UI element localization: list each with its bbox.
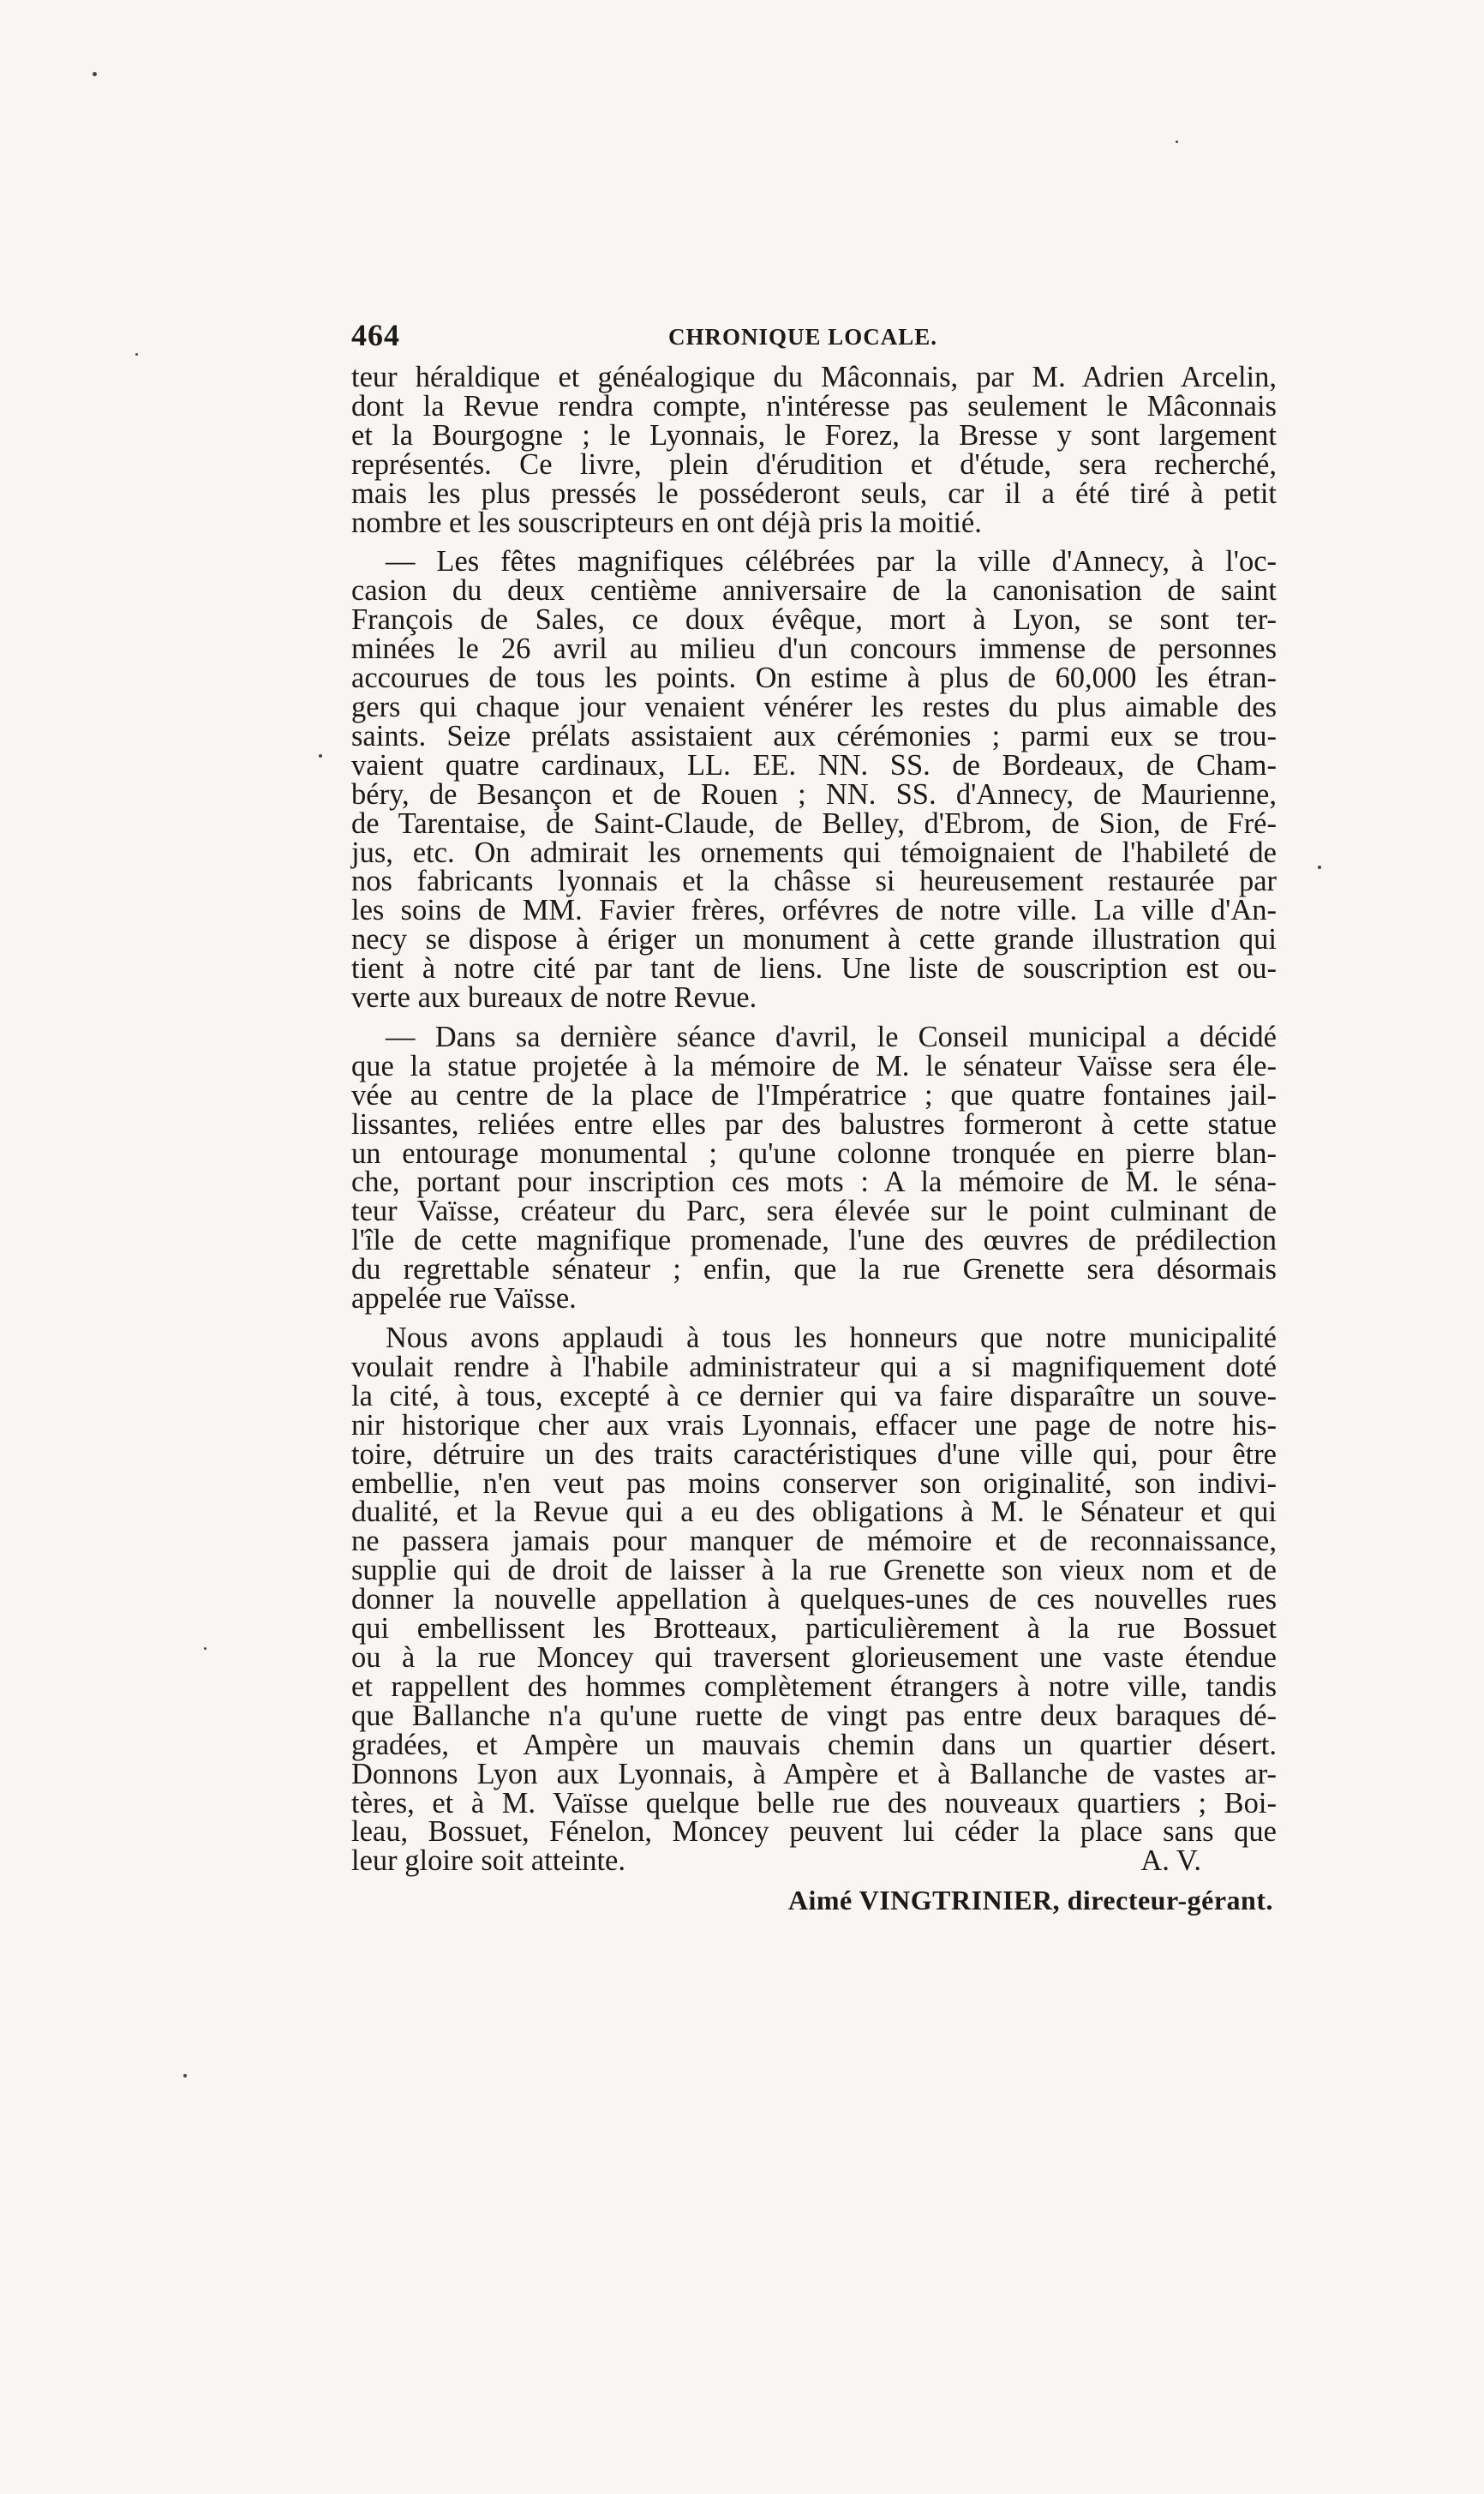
text-line: du regrettable sénateur ; enfin, que la rue Grenette sera désormais bbox=[351, 1253, 1277, 1286]
closing-line: leur gloire soit atteinte. bbox=[351, 1844, 625, 1878]
text-line: lissantes, reliées entre elles par des balustres formeront à cette statue bbox=[351, 1107, 1277, 1141]
text-line: mais les plus pressés le posséderont seuls, car il a été tiré à petit bbox=[351, 477, 1277, 510]
text-line: Nous avons applaudi à tous les honneurs que notre municipalité bbox=[386, 1322, 1277, 1354]
text-line: — Dans sa dernière séance d'avril, le Conseil municipal a décidé bbox=[386, 1020, 1277, 1053]
director-signature: Aimé VINGTRINIER, directeur-gérant. bbox=[787, 1885, 1273, 1916]
text-line: et la Bourgogne ; le Lyonnais, le Forez, la Bresse y sont largement bbox=[351, 418, 1277, 452]
text-line: tères, et à M. Vaïsse quelque belle rue des nouveaux quartiers ; Boi- bbox=[351, 1786, 1277, 1820]
text-line: la cité, à tous, excepté à ce dernier qui va faire disparaître un souve- bbox=[351, 1379, 1277, 1412]
ink-speck bbox=[1318, 866, 1321, 869]
page-number: 464 bbox=[351, 318, 400, 352]
text-line: necy se dispose à ériger un monument à cette grande illustration qui bbox=[351, 923, 1277, 956]
text-line: et rappellent des hommes complètement étrangers à notre ville, tandis bbox=[351, 1670, 1277, 1703]
text-line: ne passera jamais pour manquer de mémoire et de reconnaissance, bbox=[351, 1525, 1277, 1558]
text-line: embellie, n'en veut pas moins conserver son originalité, son indivi- bbox=[351, 1466, 1277, 1500]
paragraph-2 bbox=[351, 545, 1277, 1015]
text-line: qui embellissent les Brotteaux, particulièrement à la rue Bossuet bbox=[351, 1612, 1277, 1646]
text-line: minées le 26 avril au milieu d'un concours immense de personnes bbox=[351, 632, 1277, 666]
text-line: accourues de tous les points. On estime à plus de 60,000 les étran- bbox=[351, 662, 1277, 695]
text-line: dualité, et la Revue qui a eu des obligations à M. le Sénateur et qui bbox=[351, 1496, 1277, 1529]
text-line: supplie qui de droit de laisser à la rue Grenette son vieux nom et de bbox=[351, 1554, 1277, 1587]
text-line: teur héraldique et généalogique du Mâconnais, par M. Adrien Arcelin, bbox=[351, 361, 1277, 393]
text-line: gradées, et Ampère un mauvais chemin dans un quartier désert. bbox=[351, 1728, 1277, 1761]
text-line: les soins de MM. Favier frères, orfévres de notre ville. La ville d'An- bbox=[351, 894, 1277, 927]
text-line: un entourage monumental ; qu'une colonne tronquée en pierre blan- bbox=[351, 1136, 1277, 1170]
running-title: CHRONIQUE LOCALE. bbox=[668, 324, 938, 350]
text-line: l'île de cette magnifique promenade, l'une des œuvres de prédilection bbox=[351, 1224, 1277, 1257]
page-content bbox=[351, 317, 1277, 1916]
text-line: vaient quatre cardinaux, LL. EE. NN. SS. de Bordeaux, de Cham- bbox=[351, 748, 1277, 782]
text-line: gers qui chaque jour venaient vénérer les restes du plus aimable des bbox=[351, 690, 1277, 723]
text-line: jus, etc. On admirait les ornements qui témoignaient de l'habileté de bbox=[351, 836, 1277, 869]
text-line: — Les fêtes magnifiques célébrées par la ville d'Annecy, à l'oc- bbox=[386, 545, 1277, 579]
paragraph-3 bbox=[351, 1020, 1277, 1316]
text-line: béry, de Besançon et de Rouen ; NN. SS. d'Annecy, de Maurienne, bbox=[351, 777, 1277, 811]
text-line: nombre et les souscripteurs en ont déjà pris la moitié. bbox=[351, 506, 982, 539]
running-head bbox=[351, 317, 1277, 360]
paragraph-4 bbox=[351, 1324, 1277, 1876]
text-line: appelée rue Vaïsse. bbox=[351, 1282, 577, 1316]
text-line: vée au centre de la place de l'Impératrice ; que quatre fontaines jail- bbox=[351, 1078, 1277, 1112]
ink-speck bbox=[204, 1647, 206, 1650]
text-line: ou à la rue Moncey qui traversent glorieusement une vaste étendue bbox=[351, 1640, 1277, 1674]
text-line: Donnons Lyon aux Lyonnais, à Ampère et à Ballanche de vastes ar- bbox=[351, 1757, 1277, 1790]
text-line: nir historique cher aux vrais Lyonnais, effacer une page de notre his- bbox=[351, 1408, 1277, 1442]
text-line: voulait rendre à l'habile administrateur qui a si magnifiquement doté bbox=[351, 1350, 1277, 1383]
text-line: teur Vaïsse, créateur du Parc, sera élevée sur le point culminant de bbox=[351, 1195, 1277, 1228]
text-line: verte aux bureaux de notre Revue. bbox=[351, 981, 757, 1015]
ink-speck bbox=[1176, 141, 1178, 143]
article-text bbox=[351, 363, 1277, 1876]
text-line: donner la nouvelle appellation à quelques-unes de ces nouvelles rues bbox=[351, 1583, 1277, 1616]
ink-speck bbox=[319, 754, 322, 758]
text-line: saints. Seize prélats assistaient aux cérémonies ; parmi eux se trou- bbox=[351, 719, 1277, 752]
text-line: tient à notre cité par tant de liens. Une liste de souscription est ou- bbox=[351, 952, 1277, 986]
text-line: François de Sales, ce doux évêque, mort à Lyon, se sont ter- bbox=[351, 603, 1277, 637]
text-line: toire, détruire un des traits caractéristiques d'une ville qui, pour être bbox=[351, 1437, 1277, 1471]
ink-speck bbox=[135, 353, 138, 356]
text-line: que Ballanche n'a qu'une ruette de vingt pas entre deux baraques dé- bbox=[351, 1699, 1277, 1732]
author-initials: A. V. bbox=[1140, 1844, 1201, 1878]
text-line: nos fabricants lyonnais et la châsse si heureusement restaurée par bbox=[351, 865, 1277, 898]
paragraph-1 bbox=[351, 363, 1277, 537]
closing-row bbox=[351, 1844, 1277, 1878]
text-line: de Tarentaise, de Saint-Claude, de Belley, d'Ebrom, de Sion, de Fré- bbox=[351, 806, 1277, 840]
text-line: que la statue projetée à la mémoire de M. le sénateur Vaïsse sera éle- bbox=[351, 1049, 1277, 1082]
ink-speck bbox=[93, 72, 97, 76]
text-line: casion du deux centième anniversaire de la canonisation de saint bbox=[351, 574, 1277, 608]
text-line: représentés. Ce livre, plein d'érudition et d'étude, sera recherché, bbox=[351, 447, 1277, 481]
ink-speck bbox=[183, 2074, 187, 2077]
text-line: dont la Revue rendra compte, n'intéresse pas seulement le Mâconnais bbox=[351, 389, 1277, 423]
text-line: leau, Bossuet, Fénelon, Moncey peuvent lui céder la place sans que bbox=[351, 1815, 1277, 1849]
text-line: che, portant pour inscription ces mots : A la mémoire de M. le séna- bbox=[351, 1166, 1277, 1199]
